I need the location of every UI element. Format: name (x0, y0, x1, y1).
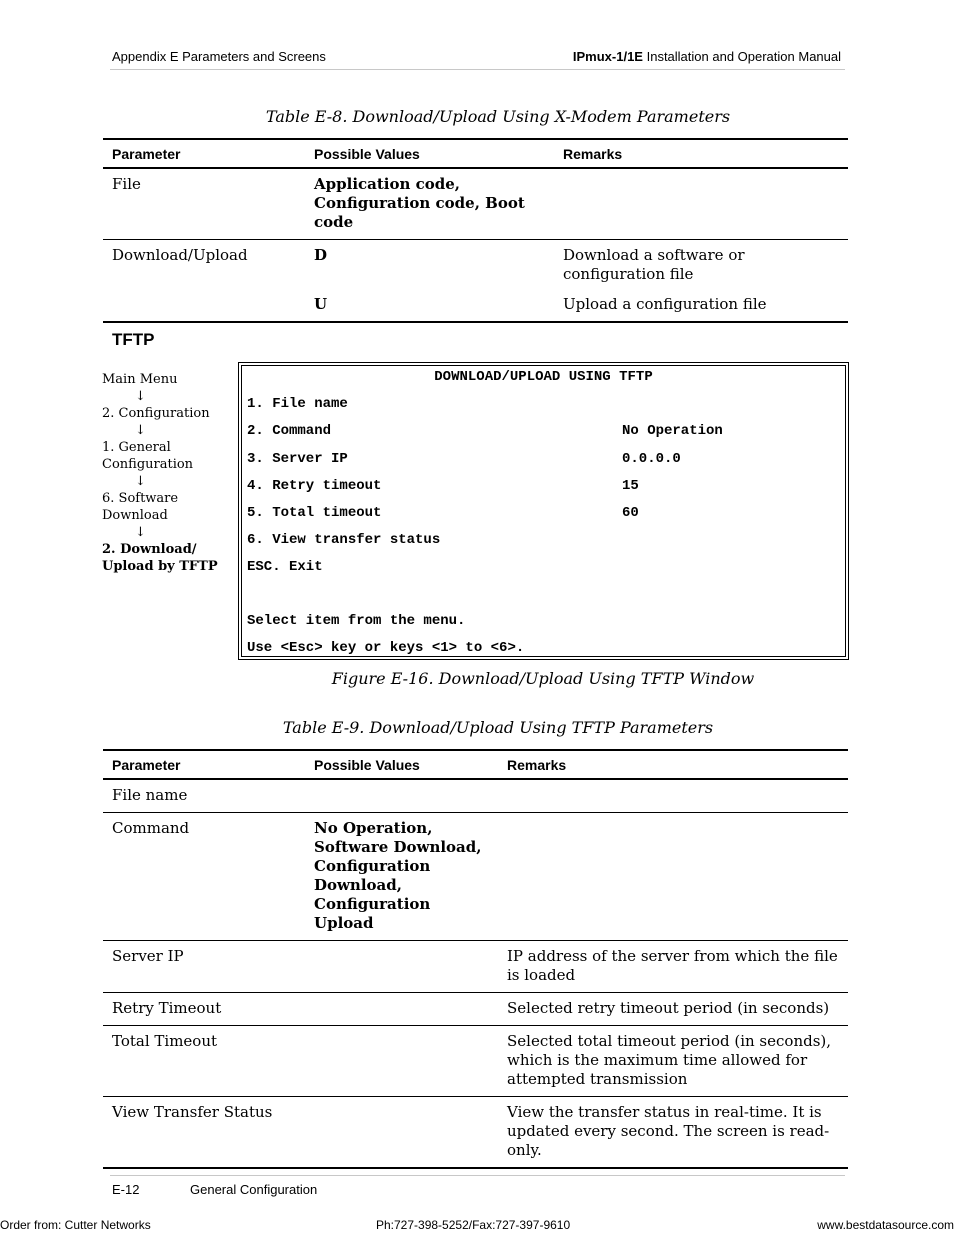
value-line: Configuration Upload (314, 895, 431, 932)
param-cell (103, 291, 305, 322)
param-cell: Server IP (103, 941, 305, 993)
remarks-cell: Selected total timeout period (in seconds), which is the maximum time allowed for attempted transmission (498, 1026, 848, 1097)
column-header: Remarks (554, 139, 848, 168)
param-cell: Retry Timeout (103, 993, 305, 1026)
column-header: Possible Values (305, 750, 498, 779)
terminal-screen (241, 365, 846, 657)
table-row (103, 291, 848, 322)
footer-rule (110, 1175, 845, 1176)
values-cell (305, 1097, 498, 1169)
table-header-row (103, 139, 848, 168)
table-row (103, 1097, 848, 1169)
menu-path (102, 371, 230, 575)
menu-item-retry-timeout[interactable]: 4. Retry timeout (247, 478, 382, 494)
remarks-cell (554, 168, 848, 240)
remarks-cell: Download a software or configuration file (563, 246, 745, 283)
running-header-left: Appendix E Parameters and Screens (112, 49, 326, 64)
param-cell: Command (103, 813, 305, 941)
terminal-hint: Use <Esc> key or keys <1> to <6>. (247, 640, 525, 656)
values-cell (305, 813, 498, 941)
remarks-cell (498, 779, 848, 813)
command-value: No Operation (622, 423, 723, 439)
menu-path-item: 6. Software Download (102, 491, 179, 523)
param-cell: Download/Upload (112, 246, 248, 264)
value-line: Configuration Download, (314, 857, 431, 894)
retry-timeout-value: 15 (622, 478, 639, 494)
param-cell: File name (103, 779, 305, 813)
param-cell: View Transfer Status (112, 1103, 273, 1121)
table-row (103, 1026, 848, 1097)
remarks-cell: IP address of the server from which the file is loaded (498, 941, 848, 993)
menu-item-file-name[interactable]: 1. File name (247, 396, 348, 412)
total-timeout-value: 60 (622, 505, 639, 521)
column-header: Possible Values (305, 139, 554, 168)
value-line: Software Download, (314, 838, 482, 856)
values-cell: D (314, 246, 328, 264)
table-row (103, 941, 848, 993)
remarks-cell: Upload a configuration file (563, 295, 767, 313)
table-row (103, 240, 848, 292)
table-e8-caption: Table E-8. Download/Upload Using X-Modem Parameters (265, 107, 731, 126)
menu-item-exit[interactable]: ESC. Exit (247, 559, 323, 575)
value-line: No Operation, (314, 819, 433, 837)
down-arrow-icon: ↓ (135, 474, 146, 489)
table-row (103, 168, 848, 240)
footer-section: General Configuration (190, 1182, 318, 1197)
down-arrow-icon: ↓ (135, 389, 146, 404)
menu-item-server-ip[interactable]: 3. Server IP (247, 451, 348, 467)
page-number: E-12 (112, 1182, 140, 1197)
values-cell (305, 993, 498, 1026)
table-row (103, 779, 848, 813)
order-info: Order from: Cutter Networks (0, 1218, 151, 1232)
column-header: Parameter (103, 750, 305, 779)
value-line: Configuration code, Boot code (314, 194, 525, 231)
down-arrow-icon: ↓ (135, 423, 146, 438)
menu-path-item: 1. General Configuration (102, 440, 194, 472)
menu-item-view-transfer-status[interactable]: 6. View transfer status (247, 532, 441, 548)
header-rule (110, 69, 845, 70)
values-cell (305, 941, 498, 993)
table-e9 (103, 749, 848, 1169)
server-ip-value: 0.0.0.0 (622, 451, 681, 467)
table-row (103, 813, 848, 941)
values-cell (305, 168, 554, 240)
website-link[interactable]: www.bestdatasource.com (817, 1218, 954, 1232)
running-header-right (573, 49, 841, 64)
table-e8 (103, 138, 848, 323)
column-header: Remarks (498, 750, 848, 779)
menu-item-total-timeout[interactable]: 5. Total timeout (247, 505, 382, 521)
menu-path-item: 2. Configuration (102, 406, 210, 421)
value-line: Application code, (314, 175, 461, 193)
table-header-row (103, 750, 848, 779)
column-header: Parameter (103, 139, 305, 168)
values-cell (305, 1026, 498, 1097)
values-cell: U (314, 295, 328, 313)
remarks-cell (498, 813, 848, 941)
terminal-prompt: Select item from the menu. (247, 613, 466, 629)
menu-path-item: Main Menu (102, 372, 178, 387)
manual-title-rest: Installation and Operation Manual (642, 49, 841, 64)
remarks-cell: View the transfer status in real-time. It is updated every second. The screen is read-only. (507, 1103, 830, 1159)
param-cell: File (103, 168, 305, 240)
remarks-cell: Selected retry timeout period (in seconds) (498, 993, 848, 1026)
table-row (103, 993, 848, 1026)
values-cell (305, 779, 498, 813)
terminal-window (238, 362, 849, 660)
phone-fax: Ph:727-398-5252/Fax:727-397-9610 (376, 1218, 571, 1232)
section-title: TFTP (112, 330, 155, 349)
terminal-title: DOWNLOAD/UPLOAD USING TFTP (434, 369, 653, 385)
menu-item-command[interactable]: 2. Command (247, 423, 332, 439)
table-e9-caption: Table E-9. Download/Upload Using TFTP Parameters (282, 718, 714, 737)
manual-product-name: IPmux-1/1E (572, 49, 643, 64)
figure-caption: Figure E-16. Download/Upload Using TFTP Window (331, 669, 755, 688)
menu-path-current: 2. Download/ Upload by TFTP (102, 542, 218, 574)
param-cell: Total Timeout (103, 1026, 305, 1097)
down-arrow-icon: ↓ (135, 525, 146, 540)
